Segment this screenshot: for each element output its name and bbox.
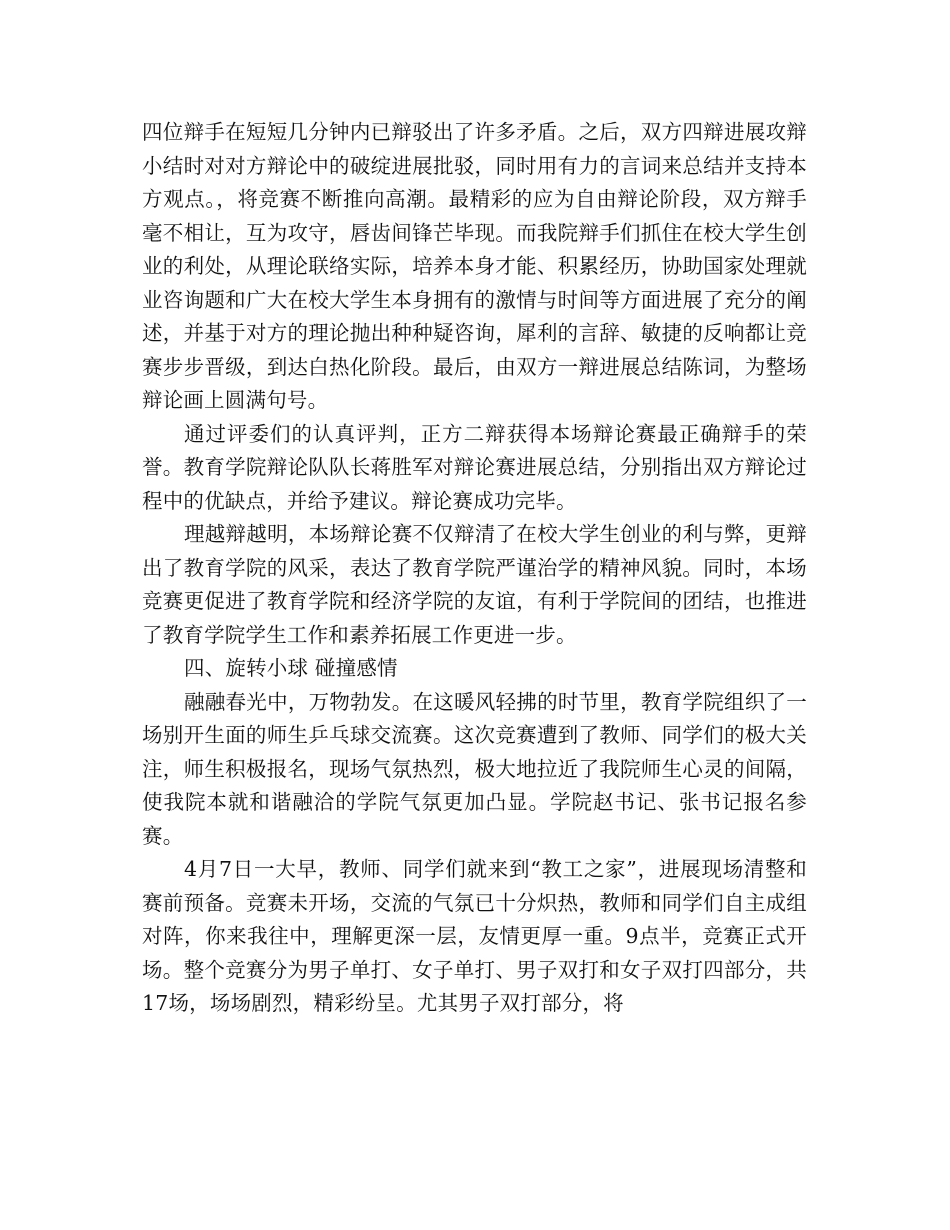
paragraph-debate-process: 四位辩手在短短几分钟内已辩驳出了许多矛盾。之后，双方四辩进展攻辩小结时对对方辩论中的破绽进展批驳，同时用有力的言词来总结并支持本方观点。，将竞赛不断推向高潮。最精彩的应为自由辩论阶段，双方辩手毫不相让，互为攻守，唇齿间锋芒毕现。而我院辩手们抓住在校大学生创业的利处，从理论联络实际，培养本身才能、积累经历，协助国家处理就业咨询题和广大在校大学生本身拥有的激情与时间等方面进展了充分的阐述，并基于对方的理论抛出种种疑咨询，犀利的言辞、敏捷的反响都让竞赛步步晋级，到达白热化阶段。最后，由双方一辩进展总结陈词，为整场辩论画上圆满句号。 — [142, 120, 807, 412]
paragraph-table-tennis-event: 4月7日一大早，教师、同学们就来到“教工之家”，进展现场清整和赛前预备。竞赛未开场，交流的气氛已十分炽热，教师和同学们自主成组对阵，你来我往中，理解更深一层，友情更厚一重。9点半，竞赛正式开场。整个竞赛分为男子单打、女子单打、男子双打和女子双打四部分，共17场，场场剧烈，精彩纷呈。尤其男子双打部分，将 — [142, 857, 807, 1015]
paragraph-debate-summary: 理越辩越明，本场辩论赛不仅辩清了在校大学生创业的利与弊，更辩出了教育学院的风采，表达了教育学院严谨治学的精神风貌。同时，本场竞赛更促进了教育学院和经济学院的友谊，有利于学院间的团结，也推进了教育学院学生工作和素养拓展工作更进一步。 — [142, 522, 807, 647]
paragraph-debate-result: 通过评委们的认真评判，正方二辩获得本场辩论赛最正确辩手的荣誉。教育学院辩论队队长蒋胜军对辩论赛进展总结，分别指出双方辩论过程中的优缺点，并给予建议。辩论赛成功完毕。 — [142, 421, 807, 513]
document-body — [142, 116, 807, 1021]
section-heading: 四、旋转小球 碰撞感情 — [184, 656, 398, 680]
paragraph-table-tennis-intro: 融融春光中，万物勃发。在这暖风轻拂的时节里，教育学院组织了一场别开生面的师生乒乓球交流赛。这次竞赛遭到了教师、同学们的极大关注，师生积极报名，现场气氛热烈，极大地拉近了我院师生心灵的间隔，使我院本就和谐融洽的学院气氛更加凸显。学院赵书记、张书记报名参赛。 — [142, 689, 807, 848]
